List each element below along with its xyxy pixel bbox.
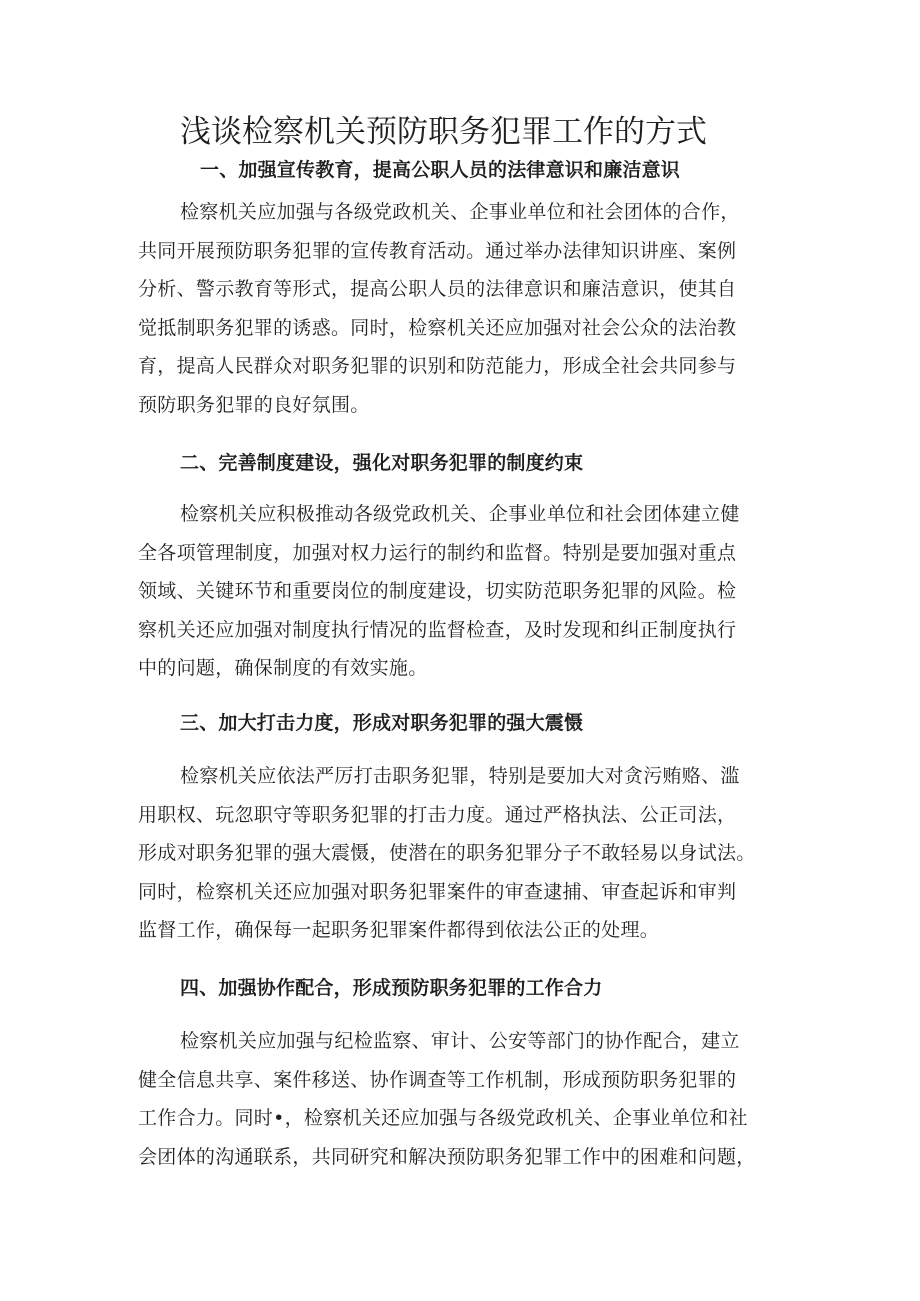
paragraph-line: 全各项管理制度，加强对权力运行的制约和监督。特别是要加强对重点 <box>138 541 737 564</box>
section-paragraph-2 <box>138 495 798 688</box>
paragraph-line: 检察机关应依法严厉打击职务犯罪，特别是要加大对贪污贿赂、滥 <box>180 765 740 787</box>
paragraph-line: 形成对职务犯罪的强大震慑，使潜在的职务犯罪分子不敢轻易以身试法。 <box>138 842 756 865</box>
paragraph-line: 会团体的沟通联系，共同研究和解决预防职务犯罪工作中的困难和问题， <box>138 1145 756 1168</box>
section-heading-2: 二、完善制度建设，强化对职务犯罪的制度约束 <box>180 452 584 474</box>
paragraph-line: 共同开展预防职务犯罪的宣传教育活动。通过举办法律知识讲座、案例 <box>138 239 737 262</box>
paragraph-line: 领域、关键环节和重要岗位的制度建设，切实防范职务犯罪的风险。检 <box>138 580 737 603</box>
paragraph-line: 中的问题，确保制度的有效实施。 <box>138 657 428 680</box>
section-paragraph-4 <box>138 1022 798 1176</box>
section-paragraph-3 <box>138 757 798 950</box>
section-heading-4: 四、加强协作配合，形成预防职务犯罪的工作合力 <box>180 977 603 999</box>
paragraph-line: 分析、警示教育等形式，提高公职人员的法律意识和廉洁意识，使其自 <box>138 278 737 301</box>
paragraph-line: 检察机关应加强与纪检监察、审计、公安等部门的协作配合，建立 <box>180 1030 740 1052</box>
paragraph-line: 预防职务犯罪的良好氛围。 <box>138 393 370 416</box>
section-paragraph-1 <box>138 193 798 425</box>
section-heading-3: 三、加大打击力度，形成对职务犯罪的强大震慑 <box>180 712 584 734</box>
paragraph-line: 监督工作，确保每一起职务犯罪案件都得到依法公正的处理。 <box>138 919 660 942</box>
paragraph-line: 健全信息共享、案件移送、协作调查等工作机制，形成预防职务犯罪的 <box>138 1068 737 1091</box>
document-title: 浅谈检察机关预防职务犯罪工作的方式 <box>180 114 707 150</box>
paragraph-line: 察机关还应加强对制度执行情况的监督检查，及时发现和纠正制度执行 <box>138 618 737 641</box>
paragraph-line: 用职权、玩忽职守等职务犯罪的打击力度。通过严格执法、公正司法， <box>138 803 737 826</box>
paragraph-line: 觉抵制职务犯罪的诱惑。同时，检察机关还应加强对社会公众的法治教 <box>138 316 737 339</box>
paragraph-line: 检察机关应加强与各级党政机关、企事业单位和社会团体的合作， <box>180 201 740 223</box>
paragraph-line: 同时，检察机关还应加强对职务犯罪案件的审查逮捕、审查起诉和审判 <box>138 880 737 903</box>
paragraph-line: 育，提高人民群众对职务犯罪的识别和防范能力，形成全社会共同参与 <box>138 355 737 378</box>
section-heading-1: 一、加强宣传教育，提高公职人员的法律意识和廉洁意识 <box>200 159 681 181</box>
paragraph-line: 工作合力。同时•，检察机关还应加强与各级党政机关、企事业单位和社 <box>138 1107 748 1130</box>
paragraph-line: 检察机关应积极推动各级党政机关、企事业单位和社会团体建立健 <box>180 503 740 525</box>
